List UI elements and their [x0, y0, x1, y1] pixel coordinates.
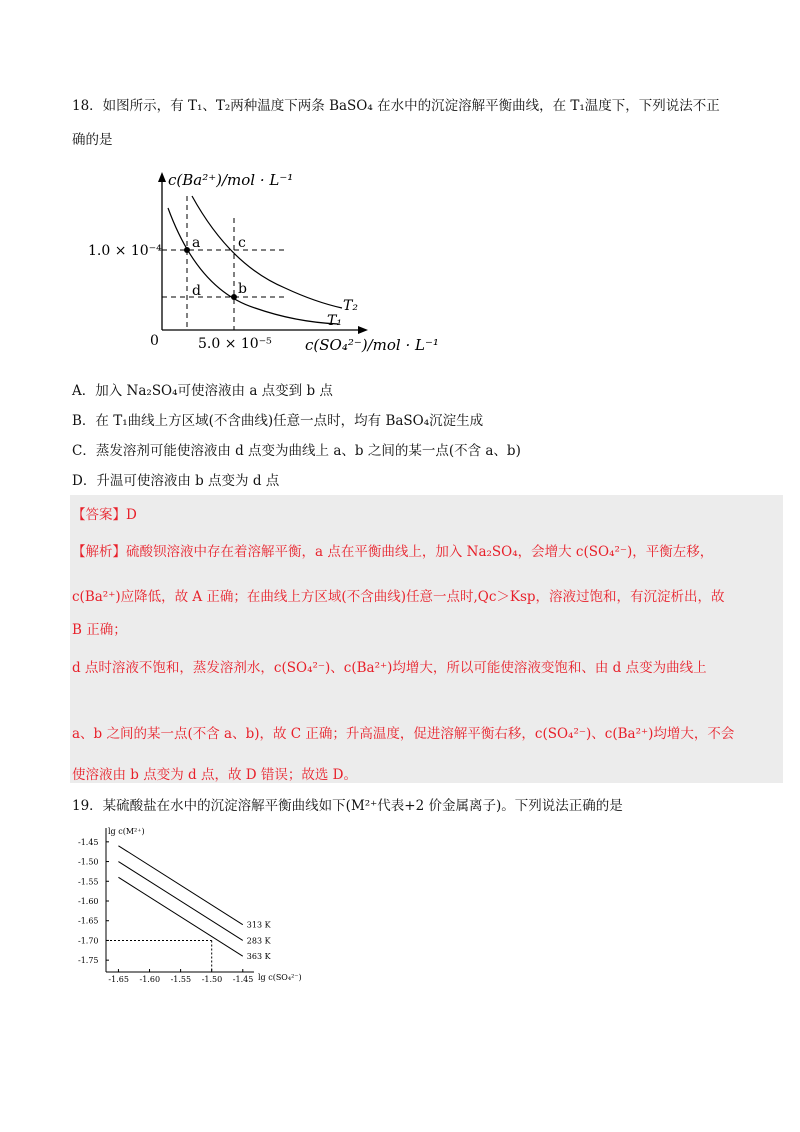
- chart-x-tick: 5.0 × 10⁻⁵: [198, 336, 272, 352]
- q18-stem-line2: 确的是: [72, 132, 113, 148]
- q18-solubility-chart: [80, 160, 460, 360]
- curve-t2: [192, 196, 342, 308]
- q19-y-tick-label: -1.75: [78, 956, 99, 966]
- q18-stem-line1: 18．如图所示，有 T₁、T₂两种温度下两条 BaSO₄ 在水中的沉淀溶解平衡曲线，在 T₁温度下，下列说法不正: [72, 98, 720, 114]
- chart-origin: 0: [150, 333, 159, 349]
- chart-y-tick: 1.0 × 10⁻⁴: [88, 243, 162, 259]
- q19-line-chart: [74, 822, 314, 982]
- analysis-line-3: B 正确；: [72, 622, 127, 638]
- q19-xlabel: lg c(SO₄²⁻): [258, 973, 302, 982]
- q19-ylabel: lg c(M²⁺): [108, 827, 145, 836]
- q19-series-label: 363 K: [246, 952, 271, 962]
- q19-series-line: [118, 846, 242, 925]
- point-d-label: d: [192, 283, 201, 299]
- curve-t1-label: T₁: [327, 313, 342, 329]
- chart-ylabel: c(Ba²⁺)/mol · L⁻¹: [168, 171, 294, 189]
- q19-series-line: [118, 862, 242, 941]
- analysis-line-2: c(Ba²⁺)应降低，故 A 正确；在曲线上方区域(不含曲线)任意一点时,Qc＞Ksp，溶液过饱和，有沉淀析出，故: [72, 589, 725, 605]
- analysis-line-5: a、b 之间的某一点(不含 a、b)，故 C 正确；升高温度，促进溶解平衡右移，c(SO₄²⁻)、c(Ba²⁺)均增大，不会: [72, 726, 735, 742]
- q19-y-tick-label: -1.45: [78, 837, 99, 847]
- q19-stem: 19．某硫酸盐在水中的沉淀溶解平衡曲线如下(M²⁺代表+2 价金属离子)。下列说法正确的是: [72, 798, 623, 814]
- curve-t1: [168, 208, 338, 324]
- analysis-line-1: 【解析】硫酸钡溶液中存在着溶解平衡，a 点在平衡曲线上，加入 Na₂SO₄，会增大 c(SO₄²⁻)，平衡左移，: [72, 544, 714, 560]
- q19-y-tick-label: -1.55: [78, 877, 99, 887]
- curve-t2-label: T₂: [343, 298, 358, 314]
- q18-option-c: C．蒸发溶剂可能使溶液由 d 点变为曲线上 a、b 之间的某一点(不含 a、b): [72, 443, 521, 459]
- x-axis-arrow: [358, 326, 368, 334]
- q19-y-tick-label: -1.65: [78, 916, 99, 926]
- q19-y-tick-label: -1.60: [78, 897, 99, 906]
- q19-x-tick-label: -1.55: [170, 975, 192, 982]
- q19-y-tick-label: -1.70: [78, 936, 99, 946]
- q19-x-tick-label: -1.45: [232, 975, 254, 982]
- point-a-label: a: [192, 235, 201, 251]
- q18-answer: 【答案】D: [72, 507, 137, 523]
- y-axis-arrow: [158, 172, 166, 182]
- q19-series-label: 283 K: [246, 936, 271, 946]
- point-c-label: c: [238, 235, 246, 251]
- analysis-line-6: 使溶液由 b 点变为 d 点，故 D 错误；故选 D。: [72, 767, 357, 783]
- q18-option-d: D．升温可使溶液由 b 点变为 d 点: [72, 473, 280, 489]
- q19-x-tick-label: -1.60: [139, 975, 161, 982]
- q19-x-tick-label: -1.50: [201, 975, 223, 982]
- point-b-marker: [231, 294, 237, 300]
- chart-xlabel: c(SO₄²⁻)/mol · L⁻¹: [305, 336, 439, 354]
- q19-x-tick-label: -1.65: [108, 975, 129, 982]
- point-b-label: b: [238, 281, 247, 297]
- q18-option-a: A．加入 Na₂SO₄可使溶液由 a 点变到 b 点: [72, 383, 333, 399]
- q19-series-line: [118, 877, 242, 956]
- analysis-line-4: d 点时溶液不饱和，蒸发溶剂水，c(SO₄²⁻)、c(Ba²⁺)均增大，所以可能使溶液变饱和、由 d 点变为曲线上: [72, 660, 707, 676]
- q19-y-tick-label: -1.50: [78, 857, 99, 867]
- q18-option-b: B．在 T₁曲线上方区域(不含曲线)任意一点时，均有 BaSO₄沉淀生成: [72, 413, 484, 429]
- point-a-marker: [184, 247, 190, 253]
- q19-series-label: 313 K: [246, 920, 271, 930]
